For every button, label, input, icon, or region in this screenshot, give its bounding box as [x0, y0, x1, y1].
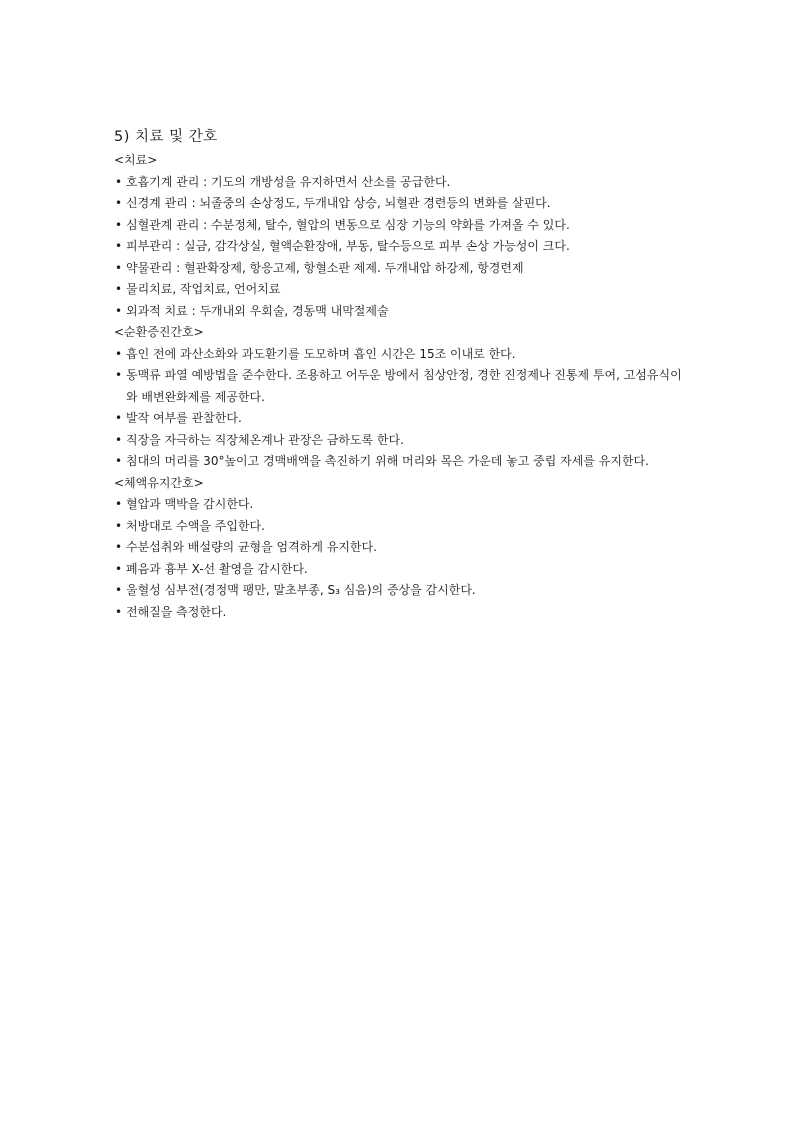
bullet-icon: • [115, 432, 123, 447]
list-item [114, 365, 686, 408]
document-body [114, 126, 686, 623]
list-item-text: 울혈성 심부전(경정맥 팽만, 말초부종, S₃ 심음)의 증상을 감시한다. [126, 583, 476, 597]
bullet-icon: • [115, 260, 123, 275]
bullet-icon: • [115, 604, 123, 619]
list-item [114, 602, 686, 624]
list-item-text: 신경계 관리 : 뇌졸중의 손상정도, 두개내압 상승, 뇌혈관 경련등의 변화를 살핀다. [126, 196, 551, 210]
bullet-icon: • [115, 497, 123, 511]
bullet-icon: • [115, 282, 123, 296]
bullet-icon: • [115, 196, 123, 210]
list-item-text: 전해질을 측정한다. [126, 604, 227, 619]
bullet-icon: • [115, 583, 123, 597]
list-item [114, 408, 686, 430]
list-item-text: 발작 여부를 관찰한다. [126, 411, 242, 425]
bullet-icon: • [115, 411, 123, 425]
bullet-icon: • [115, 217, 123, 232]
list-item [114, 494, 686, 516]
bullet-icon: • [115, 540, 123, 554]
list-item [114, 301, 686, 323]
list-item [114, 236, 686, 258]
list-item-text: 약물관리 : 혈관확장제, 항응고제, 항혈소판 제제. 두개내압 하강제, 항경련제 [126, 260, 524, 275]
bullet-icon: • [115, 518, 123, 533]
sections-container [114, 150, 686, 623]
bullet-icon: • [115, 368, 123, 382]
bullet-icon: • [115, 174, 123, 189]
list-item-text: 처방대로 수액을 주입한다. [126, 518, 265, 533]
bullet-icon: • [115, 303, 123, 318]
section-heading: <순환증진간호> [114, 325, 204, 339]
list-item-text: 침대의 머리를 30°높이고 경맥배액을 촉진하기 위해 머리와 목은 가운데 놓고 중립 자세를 유지한다. [126, 454, 649, 468]
list-item [114, 172, 686, 194]
section-3 [114, 473, 686, 624]
list-item-text: 외과적 치료 : 두개내외 우회술, 경동맥 내막절제술 [126, 303, 389, 318]
list-item-text: 호흡기계 관리 : 기도의 개방성을 유지하면서 산소를 공급한다. [126, 174, 451, 189]
list-item-text: 수분섭취와 배설량의 균형을 엄격하게 유지한다. [126, 540, 377, 554]
bullet-icon: • [115, 346, 123, 361]
list-item [114, 559, 686, 581]
list-item [114, 580, 686, 602]
list-item [114, 537, 686, 559]
list-item [114, 430, 686, 452]
bullet-icon: • [115, 239, 123, 253]
list-item [114, 193, 686, 215]
bullet-icon: • [115, 454, 123, 468]
list-item-text: 심혈관계 관리 : 수분정체, 탈수, 혈압의 변동으로 심장 기능의 약화를 가져올 수 있다. [126, 217, 570, 232]
list-item-text: 흡인 전에 과산소화와 과도환기를 도모하며 흡인 시간은 15조 이내로 한다. [126, 346, 516, 361]
list-item-text: 피부관리 : 실금, 감각상실, 혈액순환장애, 부동, 탈수등으로 피부 손상 가능성이 크다. [126, 239, 570, 253]
list-item-text: 혈압과 맥박을 감시한다. [126, 497, 254, 511]
list-item [114, 516, 686, 538]
list-item [114, 451, 686, 473]
section-2 [114, 322, 686, 473]
section-title: 5) 치료 및 간호 [114, 129, 218, 145]
list-item [114, 215, 686, 237]
section-1 [114, 150, 686, 322]
list-item-text: 폐음과 흉부 X-선 촬영을 감시한다. [126, 561, 308, 576]
list-item [114, 258, 686, 280]
list-item-text: 직장을 자극하는 직장체온계나 관장은 금하도록 한다. [126, 432, 404, 447]
section-heading: <체액유지간호> [114, 475, 204, 490]
bullet-icon: • [115, 561, 123, 576]
list-item-text: 물리치료, 작업치료, 언어치료 [126, 282, 281, 296]
section-heading: <치료> [114, 153, 158, 167]
list-item [114, 279, 686, 301]
list-item [114, 344, 686, 366]
list-item-text: 동맥류 파열 예방법을 준수한다. 조용하고 어두운 방에서 침상안정, 경한 진정제나 진통제 투여, 고섬유식이와 배변완화제를 제공한다. [126, 368, 682, 404]
